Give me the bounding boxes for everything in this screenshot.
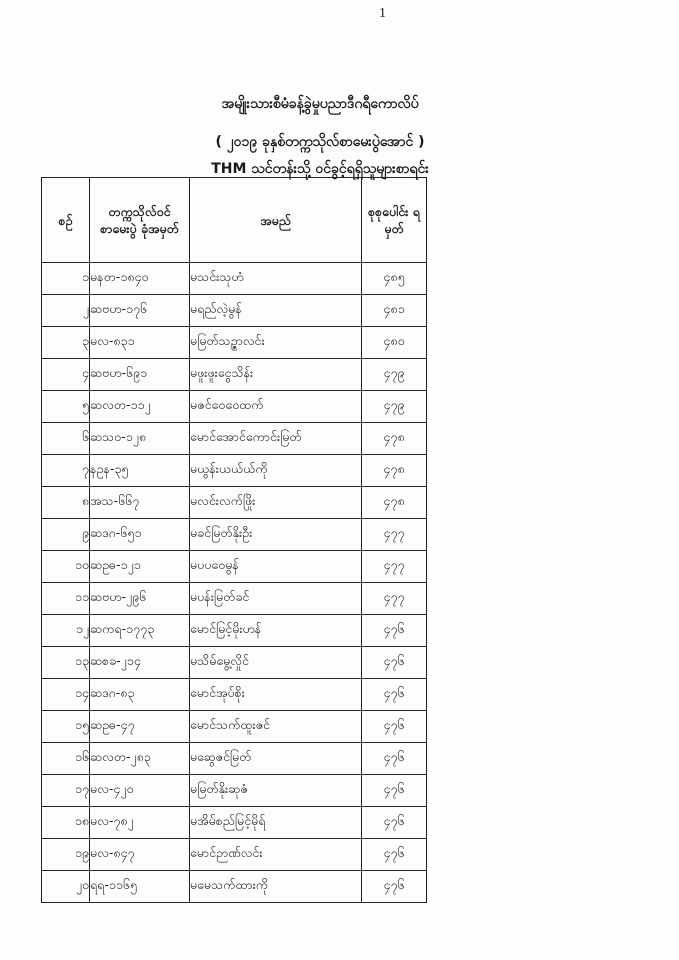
marks-cell: ၄၇၆: [362, 775, 427, 807]
marks-cell: ၄၇၇: [362, 551, 427, 583]
name-cell: မသိမ်မွေ့လှိုင်: [190, 647, 362, 679]
serial-cell: ၃: [42, 327, 90, 359]
roll-number-cell: ဆဗဟ-၁၇၆: [90, 295, 190, 327]
roll-number-cell: ဆဒဂ-၆၅၁: [90, 519, 190, 551]
roll-number-cell: ဆဒဂ-၈၃: [90, 679, 190, 711]
table-row: [42, 807, 427, 839]
marks-cell: ၄၇၇: [362, 519, 427, 551]
name-cell: မရည်လဲ့မွန်: [190, 295, 362, 327]
roll-number-cell: ဆလတ-၁၁၂: [90, 391, 190, 423]
marks-cell: ၄၇၆: [362, 871, 427, 903]
roll-number-cell: မလ-၄၂၀: [90, 775, 190, 807]
serial-cell: ၁၆: [42, 743, 90, 775]
roll-number-cell: မလ-၇၈၂: [90, 807, 190, 839]
name-cell: မပန်းမြတ်ခင်: [190, 583, 362, 615]
roll-number-cell: မလ-၈၃၁: [90, 327, 190, 359]
marks-cell: ၄၇၉: [362, 359, 427, 391]
table-row: [42, 519, 427, 551]
roll-number-cell: ဆစခ-၂၁၄: [90, 647, 190, 679]
marks-cell: ၄၈၀: [362, 327, 427, 359]
serial-cell: ၁၀: [42, 551, 90, 583]
roll-number-cell: မနတ-၁၈၄၀: [90, 263, 190, 295]
name-cell: မယွန်းယယ်ယ်ကို: [190, 455, 362, 487]
name-cell: မောင်ဉာဏ်လင်း: [190, 839, 362, 871]
marks-cell: ၄၇၇: [362, 583, 427, 615]
table-row: [42, 871, 427, 903]
name-cell: မောင်အောင်ကောင်းမြတ်: [190, 423, 362, 455]
page-number: 1: [379, 6, 386, 21]
name-cell: မခင်မြတ်နိုးဦး: [190, 519, 362, 551]
serial-cell: ၁၂: [42, 615, 90, 647]
header-total-marks: စုစုပေါင်း ရမှတ်: [362, 178, 427, 263]
results-table: [41, 177, 427, 903]
serial-cell: ၁၇: [42, 775, 90, 807]
table-row: [42, 839, 427, 871]
name-cell: မမြတ်သဉ္ဇာလင်း: [190, 327, 362, 359]
serial-cell: ၄: [42, 359, 90, 391]
roll-number-cell: အသ-၆၆၇: [90, 487, 190, 519]
table-row: [42, 487, 427, 519]
roll-number-cell: ဆဥဓ-၁၂၁: [90, 551, 190, 583]
table-body: [42, 263, 427, 903]
name-cell: မဇင်ဝေဝေထက်: [190, 391, 362, 423]
exam-subtitle: ( ၂၀၁၉ ခုနှစ်တက္ကသိုလ်စာမေးပွဲအောင် ): [215, 134, 425, 150]
table-row: [42, 327, 427, 359]
header-name: အမည်: [190, 178, 362, 263]
roll-number-cell: မလ-၈၄၇: [90, 839, 190, 871]
serial-cell: ၆: [42, 423, 90, 455]
serial-cell: ၁၁: [42, 583, 90, 615]
marks-cell: ၄၈၁: [362, 295, 427, 327]
serial-cell: ၁၉: [42, 839, 90, 871]
table-row: [42, 295, 427, 327]
table-row: [42, 615, 427, 647]
name-cell: မမေသက်ထားကို: [190, 871, 362, 903]
roll-number-cell: ဆလတ-၂၈၃: [90, 743, 190, 775]
serial-cell: ၁၄: [42, 679, 90, 711]
name-cell: မဖူးဖူးငွေသိန်း: [190, 359, 362, 391]
name-cell: မသင်းသုဟံ: [190, 263, 362, 295]
table-row: [42, 423, 427, 455]
table-header-row: [42, 178, 427, 263]
table-row: [42, 711, 427, 743]
name-cell: မဆွေဇင်မြတ်: [190, 743, 362, 775]
table-row: [42, 263, 427, 295]
marks-cell: ၄၇၆: [362, 839, 427, 871]
roll-number-cell: ဆသ၀-၁၂၈: [90, 423, 190, 455]
serial-cell: ၇: [42, 455, 90, 487]
name-cell: မောင်မြင့်မိုးဟန်: [190, 615, 362, 647]
marks-cell: ၄၇၉: [362, 391, 427, 423]
header-roll-number: တက္ကသိုလ်ဝင် စာမေးပွဲ ခုံအမှတ်: [90, 178, 190, 263]
serial-cell: ၈: [42, 487, 90, 519]
name-cell: မမြတ်နိုးဆုဇံ: [190, 775, 362, 807]
serial-cell: ၁၃: [42, 647, 90, 679]
table-row: [42, 551, 427, 583]
marks-cell: ၄၇၆: [362, 647, 427, 679]
serial-cell: ၁: [42, 263, 90, 295]
roll-number-cell: ရရ-၁၁၆၅: [90, 871, 190, 903]
table-row: [42, 391, 427, 423]
marks-cell: ၄၇၆: [362, 711, 427, 743]
marks-cell: ၄၇၆: [362, 807, 427, 839]
marks-cell: ၄၇၈: [362, 487, 427, 519]
header-serial: စဉ်: [42, 178, 90, 263]
serial-cell: ၂: [42, 295, 90, 327]
serial-cell: ၁၅: [42, 711, 90, 743]
name-cell: မလင်းလက်ဖြိုး: [190, 487, 362, 519]
list-title: THM သင်တန်းသို့ ဝင်ခွင့်ရရှိသူများစာရင်း: [211, 161, 429, 177]
serial-cell: ၁၈: [42, 807, 90, 839]
roll-number-cell: ဆဥဓ-၄၇: [90, 711, 190, 743]
serial-cell: ၅: [42, 391, 90, 423]
name-cell: မောင်သက်ထူးဇင်: [190, 711, 362, 743]
serial-cell: ၉: [42, 519, 90, 551]
table-row: [42, 647, 427, 679]
table-row: [42, 359, 427, 391]
college-title: အမျိုးသားစီမံခန့်ခွဲမှုပညာဒီဂရီကောလိပ်: [221, 96, 419, 112]
roll-number-cell: ဆဗဟ-၆၉၁: [90, 359, 190, 391]
table-row: [42, 455, 427, 487]
roll-number-cell: ဆဗဟ-၂၉၆: [90, 583, 190, 615]
marks-cell: ၄၇၈: [362, 455, 427, 487]
marks-cell: ၄၇၆: [362, 743, 427, 775]
marks-cell: ၄၇၆: [362, 615, 427, 647]
name-cell: မောင်အုပ်စိုး: [190, 679, 362, 711]
marks-cell: ၄၇၈: [362, 423, 427, 455]
roll-number-cell: ဆကရ-၁၇၇၃: [90, 615, 190, 647]
table-row: [42, 583, 427, 615]
table-row: [42, 775, 427, 807]
table-row: [42, 743, 427, 775]
marks-cell: ၄၈၅: [362, 263, 427, 295]
name-cell: မပပဝေမွန်: [190, 551, 362, 583]
marks-cell: ၄၇၆: [362, 679, 427, 711]
name-cell: မအိမ်စည်မြင့်မိုရ်: [190, 807, 362, 839]
roll-number-cell: နဥန-၃၅: [90, 455, 190, 487]
serial-cell: ၂၀: [42, 871, 90, 903]
table-row: [42, 679, 427, 711]
